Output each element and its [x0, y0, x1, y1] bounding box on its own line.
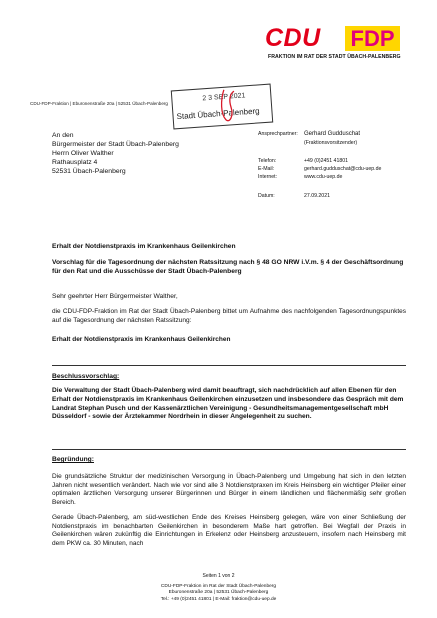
footer-line: CDU-FDP-Fraktion im Rat der Stadt Übach-Palenberg	[160, 584, 277, 589]
website-link[interactable]: www.cdu-uep.de	[304, 174, 343, 180]
received-stamp	[171, 84, 273, 130]
sender-line: CDU-FDP-Fraktion | Eburonenstraße 20a | 52531 Übach-Palenberg	[30, 101, 168, 106]
divider	[52, 449, 406, 450]
begruendung-paragraph-1: Die grundsätzliche Struktur der medizinischen Versorgung in Übach-Palenberg und Umgebung hat sich in den letzten Jahren nicht wesentlich verändert. Nach wie vor sind alle 3 Notdienstpraxen im Kreis Heinsberg ein wichtiger Pfeiler einer optimalen ärztlichen Versorgung unserer Bürgerinnen und Bürger in einem ländlichen und flächenmäßig sehr großen Bereich.	[52, 473, 406, 507]
contact-name: Gerhard Gudduschat	[304, 131, 361, 137]
email-link[interactable]: gerhard.gudduschat@cdu-uep.de	[304, 166, 382, 172]
contact-label: Ansprechpartner:	[258, 131, 298, 137]
address-line: Bürgermeister der Stadt Übach-Palenberg	[52, 141, 179, 148]
contact-label: Internet:	[258, 174, 278, 180]
page-number: Seiten 1 von 2	[202, 573, 235, 579]
begruendung-heading: Begründung:	[52, 456, 94, 463]
beschluss-text: Die Verwaltung der Stadt Übach-Palenberg wird damit beauftragt, sich nachdrücklich auf allen Ebenen für den Erhalt der Notdienstpraxis im Krankenhaus Geilenkirchen einzusetzen und insbesondere das Gespräch mit dem Landrat Stephan Pusch und der Kassenärztlichen Vereinigung - Gesundheitsmanagementgesellschaft mbH Düsseldorf - sowie der Ärztekammer Nordrhein in dieser Angelegenheit zu suchen.	[52, 387, 404, 421]
date-value: 27.09.2021	[304, 193, 330, 199]
fdp-logo: FDP	[345, 26, 400, 51]
contact-label: Datum:	[258, 193, 275, 199]
footer-line: Tel.: +49 (0)2451 41801 | E-Mail: fraktion@cdu-uep.de	[160, 596, 277, 602]
beschluss-heading: Beschlussvorschlag:	[52, 373, 120, 380]
phone-value: +49 (0)2451 41801	[304, 158, 348, 164]
recipient-address	[52, 131, 179, 176]
stamp-city: Stadt Übach-Palenberg	[176, 106, 260, 122]
agenda-topic: Erhalt der Notdienstpraxis im Krankenhaus Geilenkirchen	[52, 336, 231, 343]
stamp-date: 2 3 SEP 2021	[202, 92, 246, 103]
contact-label: Telefon:	[258, 158, 277, 164]
cdu-logo: CDU	[265, 24, 321, 52]
address-line: 52531 Übach-Palenberg	[52, 168, 126, 175]
begruendung-paragraph-2: Gerade Übach-Palenberg, am süd-westlichen Ende des Kreises Heinsberg gelegen, wäre von einer Schließung der Notdienstpraxis im benachbarten Geilenkirchen in besonderem Maße hart getroffen. Bei Wegfall der Praxis in Geilenkirchen wären zukünftig die Einrichtungen in Erkelenz oder Heinsberg anzusteuern, insofern nach Heinsberg mit dem PKW ca. 30 Minuten, nach	[52, 514, 406, 548]
address-line: An den	[52, 132, 74, 139]
contact-label: E-Mail:	[258, 166, 275, 172]
letter-subject: Erhalt der Notdienstpraxis im Krankenhaus Geilenkirchen	[52, 243, 236, 250]
greeting: Sehr geehrter Herr Bürgermeister Walther,	[52, 293, 178, 300]
handwritten-mark-icon	[172, 85, 272, 129]
address-line: Herrn Oliver Walther	[52, 150, 114, 157]
footer	[0, 584, 437, 603]
fraktion-title: FRAKTION IM RAT DER STADT ÜBACH-PALENBERG	[268, 54, 401, 60]
contact-role: (Fraktionsvorsitzender)	[304, 140, 358, 146]
address-line: Rathausplatz 4	[52, 159, 98, 166]
footer-line: Eburonenstraße 20a | 52531 Übach-Palenberg	[168, 590, 269, 596]
divider	[52, 365, 406, 366]
letter-subject-agenda: Vorschlag für die Tagesordnung der nächsten Ratssitzung nach § 48 GO NRW i.V.m. § 4 der Geschäftsordnung für den Rat und die Ausschüsse der Stadt Übach-Palenberg	[52, 259, 404, 275]
intro-paragraph: die CDU-FDP-Fraktion im Rat der Stadt Übach-Palenberg bittet um Aufnahme des nachfolgenden Tagesordnungspunktes auf die Tagesordnung der nächsten Ratssitzung:	[52, 308, 406, 324]
